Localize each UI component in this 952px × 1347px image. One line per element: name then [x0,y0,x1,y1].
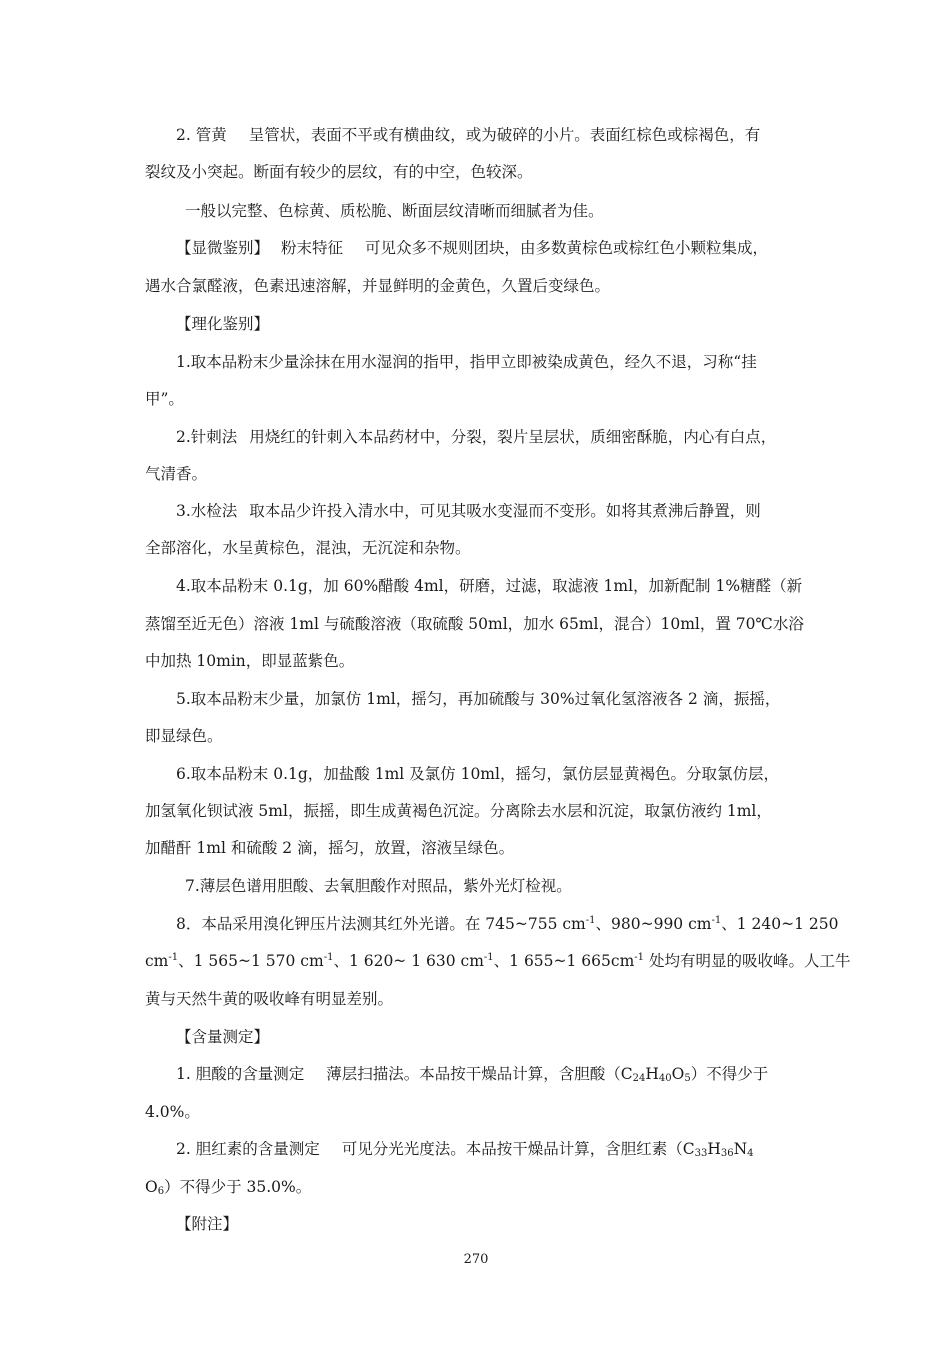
text-fragment: 、1 565~1 570 cm [178,952,324,970]
text-line: 7.薄层色谱用胆酸、去氧胆酸作对照品，紫外光灯检视。 [185,877,572,895]
text-fragment: O [145,1178,158,1196]
text-line [176,1139,846,1159]
text-line: 气清香。 [145,465,208,483]
item-title: 2. 胆红素的含量测定 [176,1140,320,1158]
subscript: 6 [157,1186,165,1197]
text-line [176,125,846,145]
text-line: 加氢氧化钡试液 5ml，振摇，即生成黄褐色沉淀。分离除去水层和沉淀，取氯仿液约 1ml， [145,802,772,820]
superscript: -1 [585,915,596,926]
text-fragment: 8．本品采用溴化钾压片法测其红外光谱。在 745~755 cm [176,915,586,933]
item-title: 1. 胆酸的含量测定 [176,1065,305,1083]
text-line: 蒸馏至近无色）溶液 1ml 与硫酸溶液（取硫酸 50ml，加水 65ml，混合）10ml，置 70℃水浴 [145,615,804,633]
item-text: 取本品少许投入清水中，可见其吸水变湿而不变形。如将其煮沸后静置，则 [249,502,761,520]
text-fragment: ）不得少于 [690,1065,769,1083]
text-line: 黄与天然牛黄的吸收峰有明显差别。 [145,990,394,1008]
section-heading: 【显微鉴别】 [176,239,270,257]
subscript: 40 [658,1073,672,1084]
text-line: 遇水合氯醛液，色素迅速溶解，并显鲜明的金黄色，久置后变绿色。 [145,277,611,295]
text-fragment: O [671,1065,685,1083]
text-fragment: H [707,1140,721,1158]
section-heading: 【含量测定】 [176,1028,270,1046]
item-text: 薄层扫描法。本品按干燥品计算，含胆酸（C [326,1065,633,1083]
text-line [176,914,846,934]
text-line: 1.取本品粉末少量涂抹在用水湿润的指甲，指甲立即被染成黄色，经久不退，习称“挂 [176,353,757,371]
subscript: 36 [720,1148,734,1159]
text-fragment: 、1 620~ 1 630 cm [333,952,484,970]
text-line [176,501,846,521]
superscript: -1 [483,952,494,963]
item-text: 呈管状，表面不平或有横曲纹，或为破碎的小片。表面红棕色或棕褐色，有 [248,126,761,144]
text-line: 全部溶化，水呈黄棕色，混浊，无沉淀和杂物。 [145,539,471,557]
item-text: 可见众多不规则团块，由多数黄棕色或棕红色小颗粒集成， [365,239,769,257]
text-line [176,427,846,447]
text-fragment: N [733,1140,748,1158]
subscript: 24 [632,1073,646,1084]
text-line: 中加热 10min，即显蓝紫色。 [145,652,355,670]
text-fragment: cm [145,952,169,970]
text-line: 4.取本品粉末 0.1g，加 60%醋酸 4ml，研磨，过滤，取滤液 1ml，加新配制 1%糖醛（新 [176,577,803,595]
text-line: 甲”。 [145,390,184,408]
subscript: 5 [684,1073,691,1084]
subscript: 4 [747,1148,754,1159]
text-fragment: 处均有明显的吸收峰。人工牛 [644,952,851,970]
text-fragment: H [645,1065,659,1083]
text-line [176,238,846,258]
text-line: 6.取本品粉末 0.1g，加盐酸 1ml 及氯仿 10ml，摇匀，氯仿层显黄褐色。分取氯仿层， [176,765,779,783]
text-fragment: 、980~990 cm [595,915,712,933]
text-fragment: 、1 655~1 665cm [493,952,635,970]
text-fragment: ）不得少于 35.0%。 [164,1178,312,1196]
superscript: -1 [168,952,179,963]
text-fragment: 、1 240~1 250 [721,915,839,933]
section-heading: 【理化鉴别】 [176,315,270,333]
item-title: 2.针刺法 [176,428,238,446]
section-heading: 【附注】 [176,1215,239,1233]
text-line [176,1064,846,1084]
text-line: 即显绿色。 [145,727,223,745]
subscript: 33 [694,1148,708,1159]
item-text: 用烧红的针刺入本品药材中，分裂，裂片呈层状，质细密酥脆，内心有白点， [249,428,777,446]
page-number: 270 [463,1252,489,1267]
text-line [145,1177,815,1197]
text-line: 4.0%。 [145,1103,200,1121]
text-line: 5.取本品粉末少量，加氯仿 1ml，摇匀，再加硫酸与 30%过氧化氢溶液各 2 滴，振摇， [176,690,781,708]
superscript: -1 [634,952,645,963]
item-title: 粉末特征 [281,239,344,257]
text-line: 裂纹及小突起。断面有较少的层纹，有的中空，色较深。 [145,163,533,181]
text-line [145,951,851,971]
superscript: -1 [711,915,722,926]
text-line: 一般以完整、色棕黄、质松脆、断面层纹清晰而细腻者为佳。 [185,202,604,220]
item-title: 2. 管黄 [176,126,227,144]
item-title: 3.水检法 [176,502,238,520]
item-text: 可见分光光度法。本品按干燥品计算，含胆红素（C [341,1140,695,1158]
text-line: 加醋酐 1ml 和硫酸 2 滴，摇匀，放置，溶液呈绿色。 [145,839,515,857]
superscript: -1 [323,952,334,963]
